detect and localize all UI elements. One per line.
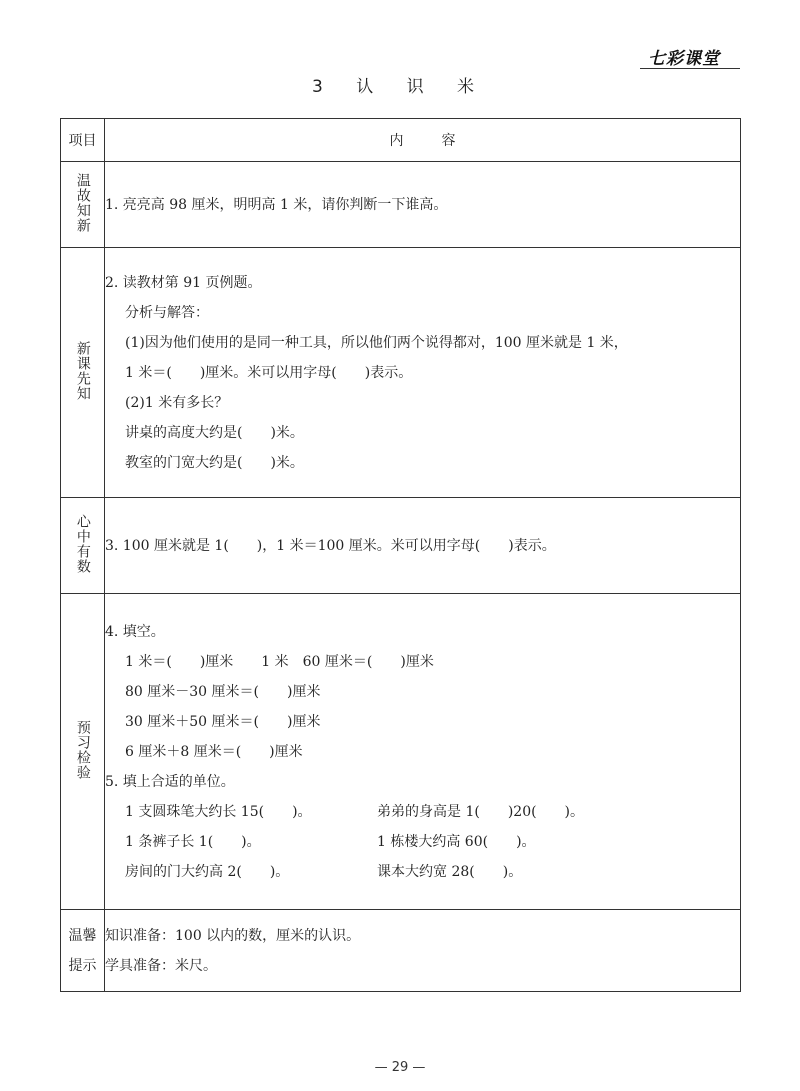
unit-item: 房间的门大约高 2( )。 xyxy=(125,863,290,880)
fill-blank-line: 80 厘米－30 厘米＝( )厘米 xyxy=(125,683,321,700)
question-line: (1)因为他们使用的是同一种工具，所以他们两个说得都对，100 厘米就是 1 米， xyxy=(125,334,628,351)
row-new-lesson xyxy=(61,248,741,498)
row-label-text: 预习检验 xyxy=(74,719,91,780)
table-header-row xyxy=(61,119,741,162)
question-line: 分析与解答： xyxy=(125,304,209,321)
row-label-text: 温故知新 xyxy=(74,172,91,233)
row-key-points xyxy=(61,498,741,594)
fill-blank-line: 30 厘米＋50 厘米＝( )厘米 xyxy=(125,713,321,730)
header-project: 项目 xyxy=(61,119,105,162)
page-footer: — 29 — xyxy=(374,1060,426,1075)
header-content-text: 内容 xyxy=(389,133,494,149)
unit-item: 1 支圆珠笔大约长 15( )。 xyxy=(125,803,312,820)
fill-blank-line: 6 厘米＋8 厘米＝( )厘米 xyxy=(125,743,303,760)
row-content xyxy=(105,498,741,594)
brand-underline xyxy=(640,68,740,69)
page-title: 3 认 识 米 xyxy=(311,77,489,97)
question-line: 1 米＝( )厘米。米可以用字母( )表示。 xyxy=(125,364,413,381)
row-content xyxy=(105,910,741,992)
header-content xyxy=(105,119,741,162)
row-label xyxy=(61,162,105,248)
question-title: 4. 填空。 xyxy=(105,623,165,640)
row-label xyxy=(61,248,105,498)
tip-line: 学具准备：米尺。 xyxy=(105,957,217,974)
brand-logo: 七彩课堂 xyxy=(648,49,720,69)
unit-pair-line xyxy=(105,797,740,827)
unit-pair-line xyxy=(105,857,740,887)
row-label-text: 新课先知 xyxy=(74,340,91,401)
lesson-table xyxy=(60,118,741,992)
row-label xyxy=(61,498,105,594)
question-line: 3. 100 厘米就是 1( )，1 米＝100 厘米。米可以用字母( )表示。 xyxy=(105,537,556,554)
row-tips xyxy=(61,910,741,992)
unit-pair-line xyxy=(105,827,740,857)
row-content xyxy=(105,594,741,910)
question-line: 1. 亮亮高 98 厘米，明明高 1 米，请你判断一下谁高。 xyxy=(105,196,448,213)
row-label xyxy=(61,594,105,910)
unit-item: 课本大约宽 28( )。 xyxy=(377,863,523,880)
tip-line: 知识准备：100 以内的数，厘米的认识。 xyxy=(105,927,361,944)
row-content xyxy=(105,162,741,248)
question-line: (2)1 米有多长？ xyxy=(125,394,229,411)
row-label xyxy=(61,910,105,992)
fill-blank-line: 1 米＝( )厘米 1 米 60 厘米＝( )厘米 xyxy=(125,653,434,670)
page-number: 29 xyxy=(391,1060,409,1075)
row-review xyxy=(61,162,741,248)
unit-item: 1 栋楼大约高 60( )。 xyxy=(377,833,536,850)
question-line: 教室的门宽大约是( )米。 xyxy=(125,454,304,471)
question-title: 5. 填上合适的单位。 xyxy=(105,773,235,790)
row-label-text: 心中有数 xyxy=(74,513,91,574)
unit-item: 1 条裤子长 1( )。 xyxy=(125,833,261,850)
question-line: 讲桌的高度大约是( )米。 xyxy=(125,424,304,441)
row-content xyxy=(105,248,741,498)
unit-item: 弟弟的身高是 1( )20( )。 xyxy=(377,803,585,820)
row-preview-check xyxy=(61,594,741,910)
row-label-text: 温馨提示 xyxy=(68,927,97,974)
question-line: 2. 读教材第 91 页例题。 xyxy=(105,274,262,291)
